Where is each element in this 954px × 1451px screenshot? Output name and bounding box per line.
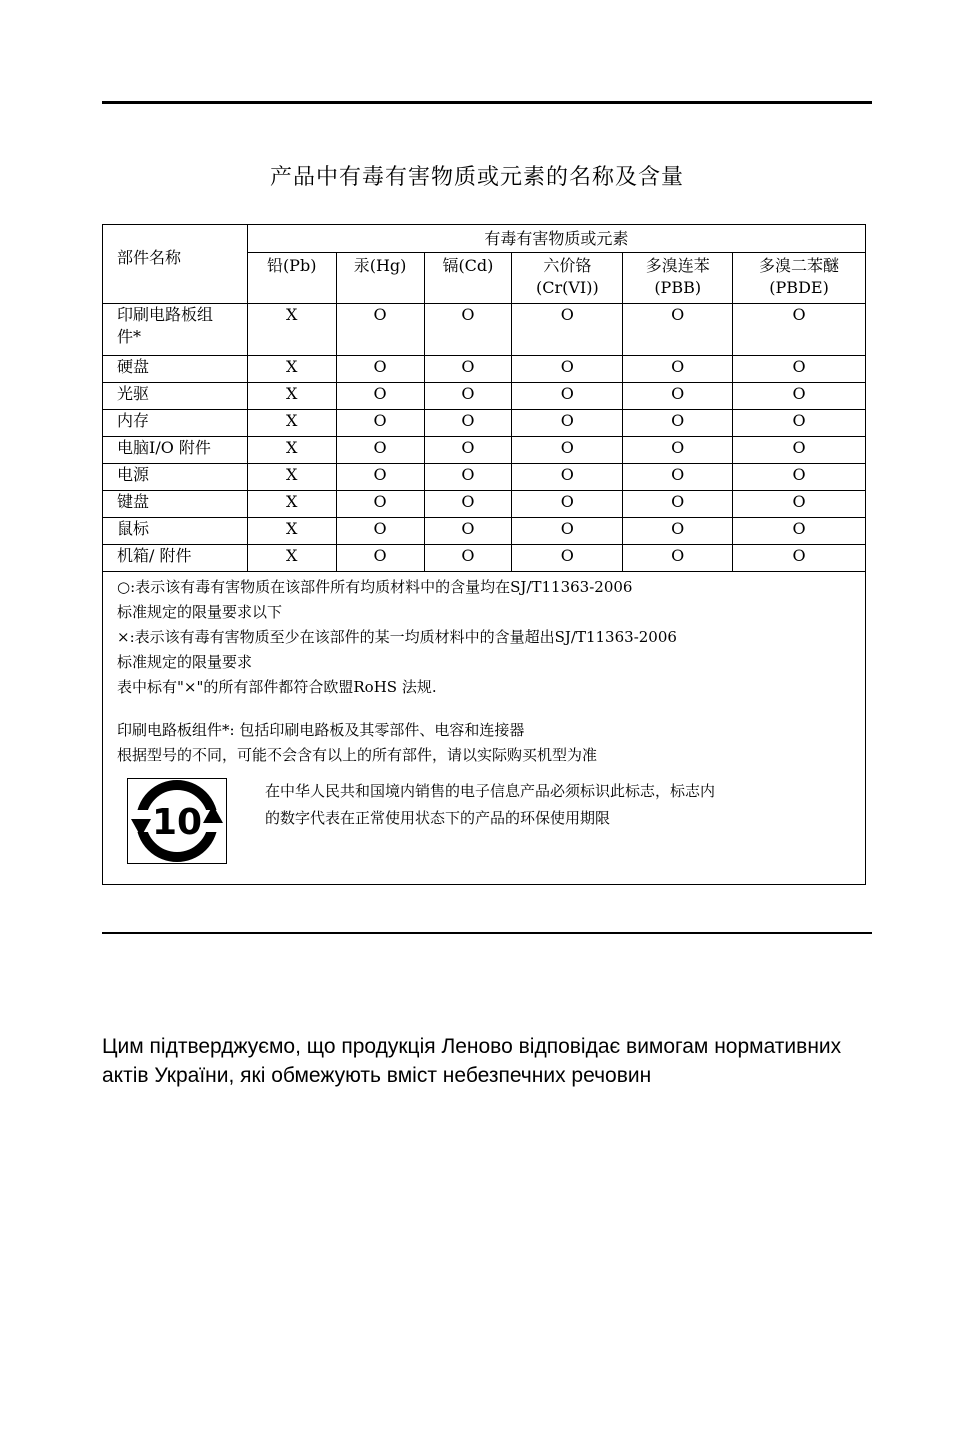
substance-status-cell: O (336, 383, 424, 410)
note-model: 根据型号的不同，可能不会含有以上的所有部件，请以实际购买机型为准 (117, 746, 598, 764)
epup-logo-number: 10 (151, 802, 203, 843)
substance-column-2 (424, 253, 512, 304)
epup-10-year-icon (127, 778, 227, 864)
part-name (103, 356, 248, 383)
substance-status-cell: O (733, 518, 866, 545)
table-body (103, 304, 866, 572)
table-row (103, 410, 866, 437)
substance-status-cell: O (733, 304, 866, 356)
epup-logo-description (265, 778, 715, 864)
substance-status-cell: X (247, 304, 336, 356)
part-name-line: 鼠标 (117, 519, 150, 538)
note-rohs: 表中标有"×"的所有部件都符合欧盟RoHS 法规. (117, 678, 437, 696)
table-row (103, 304, 866, 356)
epup-logo-block (117, 778, 855, 864)
substance-status-cell: X (247, 410, 336, 437)
substance-status-cell: O (512, 518, 623, 545)
substance-status-cell: O (623, 304, 733, 356)
note-x-line2: 标准规定的限量要求 (117, 653, 253, 671)
logo-text-line1: 在中华人民共和国境内销售的电子信息产品必须标识此标志，标志内 (265, 782, 716, 800)
substance-status-cell: O (512, 356, 623, 383)
part-name (103, 383, 248, 410)
substance-status-cell: O (623, 437, 733, 464)
part-name (103, 437, 248, 464)
document-title: 产品中有毒有害物质或元素的名称及含量 (269, 165, 684, 190)
substance-symbol: (PBB) (654, 278, 702, 297)
substance-status-cell: O (512, 464, 623, 491)
substance-status-cell: O (733, 383, 866, 410)
substance-status-cell: X (247, 437, 336, 464)
substance-status-cell: O (336, 304, 424, 356)
substance-name: 多溴二苯醚 (759, 256, 840, 275)
substance-status-cell: O (336, 356, 424, 383)
substance-column-3 (512, 253, 623, 304)
ukrainian-statement: Цим підтверджуємо, що продукція Леново відповідає вимогам нормативних актів України, які обмежують вміст небезпечних речовин (102, 1035, 842, 1087)
substance-status-cell: O (336, 518, 424, 545)
substance-column-4 (623, 253, 733, 304)
substance-status-cell: O (733, 464, 866, 491)
table-row (103, 383, 866, 410)
part-name-line: 机箱/ 附件 (117, 546, 192, 565)
part-name (103, 304, 248, 356)
substance-status-cell: O (623, 545, 733, 572)
bottom-rule (102, 932, 872, 934)
substance-status-cell: O (512, 383, 623, 410)
table-row (103, 491, 866, 518)
substance-status-cell: O (512, 491, 623, 518)
part-name (103, 464, 248, 491)
substance-column-0 (247, 253, 336, 304)
part-name-line: 件* (117, 327, 142, 346)
part-name (103, 491, 248, 518)
substance-name: 多溴连苯 (645, 256, 710, 275)
substance-status-cell: O (512, 545, 623, 572)
substance-status-cell: O (733, 545, 866, 572)
substance-status-cell: O (424, 518, 512, 545)
substance-status-cell: O (424, 304, 512, 356)
substance-status-cell: O (733, 491, 866, 518)
substance-status-cell: X (247, 491, 336, 518)
table-row (103, 464, 866, 491)
table-row (103, 437, 866, 464)
part-name-line: 电源 (117, 465, 150, 484)
substance-status-cell: O (336, 464, 424, 491)
part-name (103, 518, 248, 545)
note-o-line2: 标准规定的限量要求以下 (117, 603, 283, 621)
substance-status-cell: O (336, 410, 424, 437)
table-row (103, 518, 866, 545)
substance-status-cell: O (424, 437, 512, 464)
substance-status-cell: O (424, 383, 512, 410)
substance-status-cell: O (623, 383, 733, 410)
part-name-line: 键盘 (117, 492, 150, 511)
note-pcb: 印刷电路板组件*: 包括印刷电路板及其零部件、电容和连接器 (117, 721, 525, 739)
substance-symbol: (PBDE) (769, 278, 829, 297)
substance-status-cell: O (512, 304, 623, 356)
substance-status-cell: O (623, 518, 733, 545)
note-o-line1: ○:表示该有毒有害物质在该部件所有均质材料中的含量均在SJ/T11363-2006 (117, 578, 633, 596)
part-name-line: 内存 (117, 411, 150, 430)
part-name (103, 545, 248, 572)
substance-name: 汞(Hg) (353, 256, 407, 275)
substance-status-cell: O (336, 437, 424, 464)
substance-status-cell: X (247, 356, 336, 383)
substance-status-cell: O (623, 491, 733, 518)
substance-status-cell: O (336, 491, 424, 518)
part-name (103, 410, 248, 437)
substance-group-header: 有毒有害物质或元素 (247, 225, 865, 253)
substance-status-cell: O (623, 356, 733, 383)
substance-column-1 (336, 253, 424, 304)
substance-status-cell: O (623, 410, 733, 437)
part-name-line: 硬盘 (117, 357, 150, 376)
table-row (103, 545, 866, 572)
part-name-line: 光驱 (117, 384, 150, 403)
substance-status-cell: O (733, 356, 866, 383)
substance-status-cell: X (247, 518, 336, 545)
top-rule (102, 101, 872, 104)
substance-status-cell: X (247, 383, 336, 410)
substance-name: 铅(Pb) (266, 256, 317, 275)
substance-status-cell: O (424, 356, 512, 383)
substance-status-cell: O (623, 464, 733, 491)
substance-column-5 (733, 253, 866, 304)
substance-status-cell: X (247, 545, 336, 572)
notes-cell (103, 572, 866, 885)
hazard-substance-table (102, 224, 866, 885)
substance-status-cell: O (424, 545, 512, 572)
substance-status-cell: O (512, 410, 623, 437)
substance-status-cell: X (247, 464, 336, 491)
substance-status-cell: O (424, 410, 512, 437)
part-name-header: 部件名称 (103, 225, 248, 304)
table-row (103, 356, 866, 383)
logo-text-line2: 的数字代表在正常使用状态下的产品的环保使用期限 (265, 809, 611, 827)
part-name-line: 印刷电路板组 (117, 305, 214, 324)
substance-name: 镉(Cd) (442, 256, 494, 275)
substance-status-cell: O (733, 410, 866, 437)
part-name-line: 电脑I/O 附件 (117, 438, 211, 457)
substance-symbol: (Cr(VI)) (535, 278, 599, 297)
substance-status-cell: O (512, 437, 623, 464)
substance-name: 六价铬 (543, 256, 592, 275)
substance-status-cell: O (336, 545, 424, 572)
note-x-line1: ×:表示该有毒有害物质至少在该部件的某一均质材料中的含量超出SJ/T11363-2006 (117, 628, 677, 646)
substance-status-cell: O (733, 437, 866, 464)
substance-status-cell: O (424, 491, 512, 518)
substance-status-cell: O (424, 464, 512, 491)
